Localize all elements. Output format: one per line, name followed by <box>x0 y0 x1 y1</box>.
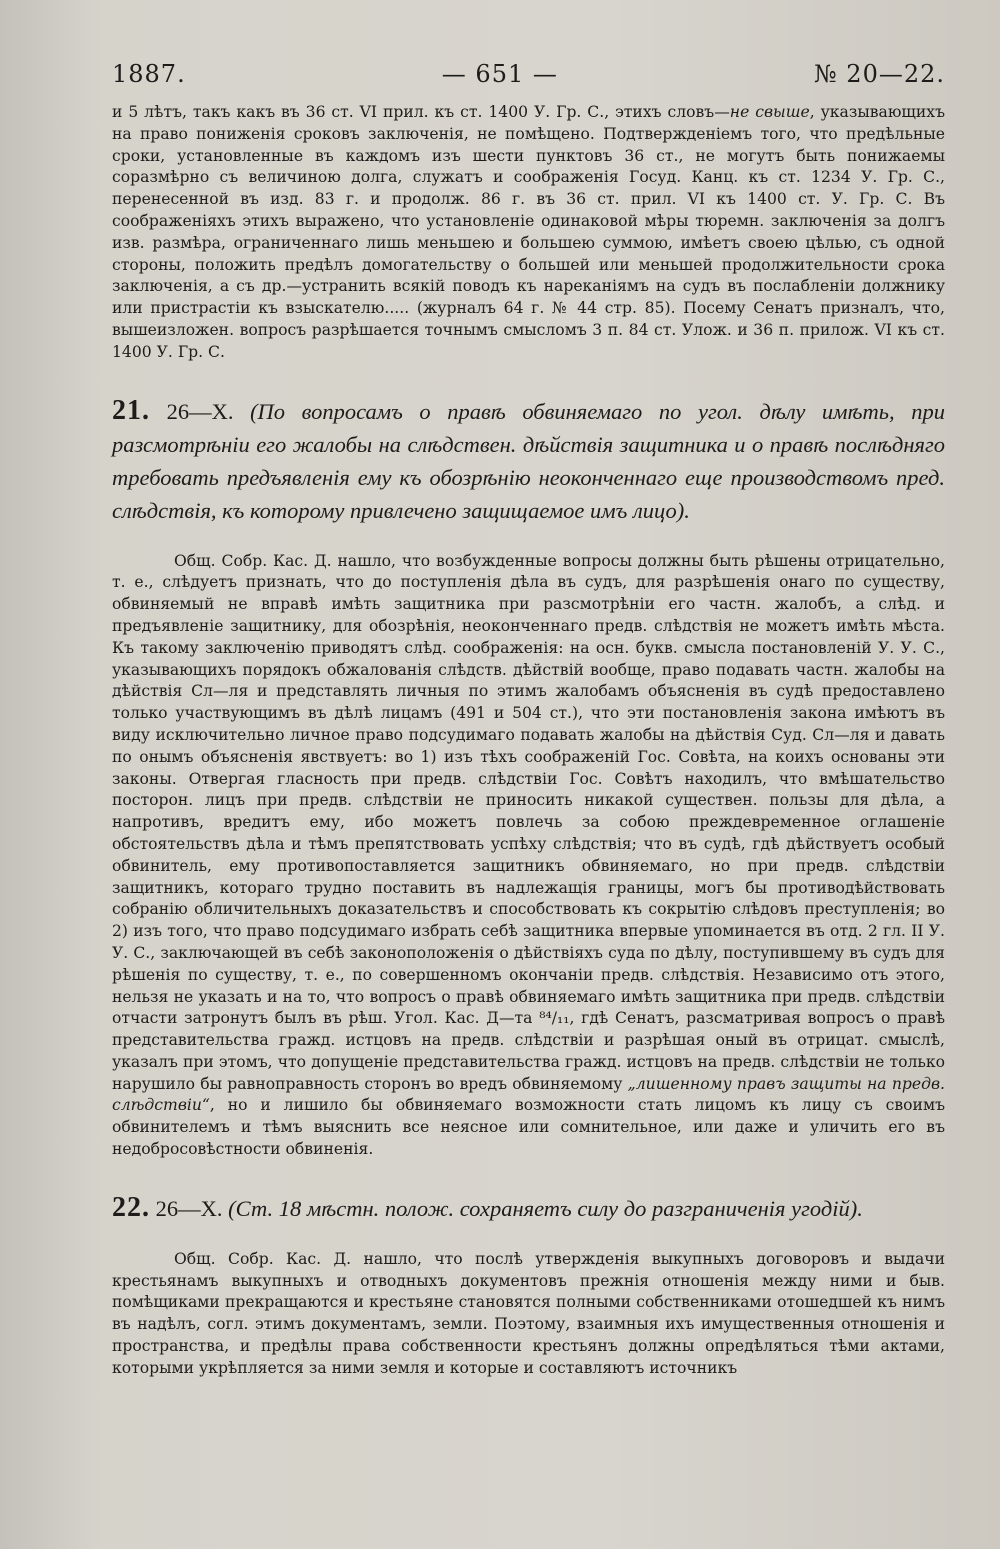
section-22-number: 22. <box>112 1191 150 1223</box>
section-21-title: (По вопросамъ о правѣ обвиняемаго по угол. дѣлу имѣть, при разсмотрѣніи его жалобы на слѣдствен. дѣйствія защитника и о правѣ послѣдняго требовать предъявленія ему къ обозрѣнію неоконченнаго еще производствомъ пред. слѣдствія, къ которому привлечено защищаемое имъ лицо). <box>112 398 946 523</box>
section-21-heading <box>112 394 945 527</box>
section-22-date: 26—X. <box>155 1195 223 1221</box>
section-21-body-quote: „лишенному правъ защиты на предв. слѣдствіи“ <box>112 1074 945 1115</box>
section-21-date: 26—X. <box>166 398 234 424</box>
header-issue-number: № 20—22. <box>813 60 945 88</box>
header-year: 1887. <box>112 60 186 88</box>
section-21-number: 21. <box>112 394 150 426</box>
intro-paragraph <box>112 102 945 364</box>
section-22-title: (Ст. 18 мѣстн. полож. сохраняетъ силу до разграниченія угодій). <box>228 1195 863 1221</box>
section-22-paragraph: Общ. Собр. Кас. Д. нашло, что послѣ утвержденія выкупныхъ договоровъ и выдачи крестьянамъ выкупныхъ и отводныхъ документовъ прежнія отношенія между ними и быв. помѣщиками прекращаются и крестьяне становятся полными собственниками отошедшей къ нимъ въ надѣлъ, согл. этимъ документамъ, земли. Поэтому, взаимныя ихъ имущественныя отношенія и пространства, и предѣлы права собственности крестьянъ должны опредѣляться тѣми актами, которыми укрѣпляется за ними земля и которые и составляютъ источникъ <box>112 1249 945 1377</box>
intro-text-rest: , указывающихъ на право пониженія сроковъ заключенія, не помѣщено. Подтвержденіемъ того, что предѣльные сроки, установленные въ каждомъ изъ шести пунктовъ 36 ст., не могутъ быть понижаемы соразмѣрно съ величиною долга, служатъ и соображенія Госуд. Канц. къ ст. 1234 У. Гр. С., перенесенной въ изд. 83 г. и продолж. 86 г. въ 36 ст. прил. VI къ 1400 ст. У. Гр. С. Въ соображеніяхъ этихъ выражено, что установленіе одинаковой мѣры тюремн. заключенія за долгъ изв. размѣра, ограниченнаго лишь меньшею и большею суммою, имѣетъ своею цѣлью, съ одной стороны, положить предѣлъ домогательству о большей или меньшей продолжительности срока заключенія, а съ др.—устранить всякій поводъ къ нареканіямъ на судъ въ послабленіи должнику или пристрастіи къ взыскателю..... (журналъ 64 г. № 44 стр. 85). Посему Сенатъ призналъ, что, вышеизложен. вопросъ разрѣшается точнымъ смысломъ 3 п. 84 ст. Улож. и 36 п. прилож. VI къ ст. 1400 У. Гр. С. <box>112 103 946 361</box>
section-22-body <box>112 1249 945 1380</box>
intro-italic-phrase: не свыше <box>729 103 810 121</box>
section-21-body-part1: Общ. Собр. Кас. Д. нашло, что возбужденные вопросы должны быть рѣшены отрицательно, т. е., слѣдуетъ признать, что до поступленія дѣла въ судъ, для разрѣшенія онаго по существу, обвиняемый не вправѣ имѣть защитника при разсмотрѣніи его частн. жалобъ, а слѣд. и предъявленіе защитнику, для обозрѣнія, неоконченнаго предв. слѣдствія не можетъ имѣть мѣста. Къ такому заключенію приводятъ слѣд. соображенія: на осн. букв. смысла постановленій У. У. С., указывающихъ порядокъ обжалованія слѣдств. дѣйствій вообще, право подавать частн. жалобы на дѣйствія Сл—ля и представлять личныя по этимъ жалобамъ объясненія въ судѣ предоставлено только участвующимъ въ дѣлѣ лицамъ (491 и 504 ст.), что эти постановленія закона имѣютъ въ виду исключительно личное право подсудимаго подавать жалобы на дѣйствія Суд. Сл—ля и давать по онымъ объясненія явствуетъ: во 1) изъ тѣхъ соображеній Гос. Совѣта, на коихъ основаны эти законы. Отвергая гласность при предв. слѣдствіи Гос. Совѣтъ находилъ, что вмѣшательство посторон. лицъ при предв. слѣдствіи не приносить никакой существен. пользы для дѣла, а напротивъ, вредитъ ему, ибо можетъ повлечь за собою преждевременное оглашеніе обстоятельствъ дѣла и тѣмъ препятствовать успѣху слѣдствія; что въ судѣ, гдѣ дѣйствуетъ особый обвинитель, ему противопоставляется защитникъ обвиняемаго, но при предв. слѣдствіи защитникъ, котораго трудно поставить въ надлежащія границы, могъ бы противодѣйствовать собранію обличительныхъ доказательствъ и способствовать къ сокрытію слѣдовъ преступленія; во 2) изъ того, что право подсудимаго избрать себѣ защитника впервые упоминается въ отд. 2 гл. II У. У. С., заключающей въ себѣ законоположенія о дѣйствіяхъ суда по дѣлу, поступившему въ судъ для рѣшенія по существу, т. е., по совершенномъ окончаніи предв. слѣдствія. Независимо отъ этого, нельзя не указать и на то, что вопросъ о правѣ обвиняемаго имѣть защитника при предв. слѣдствіи отчасти затронутъ былъ въ рѣш. Угол. Кас. Д—та ⁸⁴/₁₁, гдѣ Сенатъ, разсматривая вопросъ о правѣ представительства гражд. истцовъ на предв. слѣдствіи и разрѣшая оный въ отрицат. смыслѣ, указалъ при этомъ, что допущеніе представительства гражд. истцовъ на предв. слѣдствіи не только нарушило бы равноправность сторонъ во вредъ обвиняемому <box>112 551 945 1093</box>
header-page-number: — 651 — <box>441 60 558 88</box>
section-21-body <box>112 551 945 1161</box>
section-21-body-part2: , но и лишило бы обвиняемаго возможности стать лицомъ къ лицу съ своимъ обвинителемъ и тѣмъ выяснить все неясное или сомнительное, или даже и уличить его въ недобросовѣстности обвиненія. <box>112 1096 945 1159</box>
intro-text-start: и 5 лѣтъ, такъ какъ въ 36 ст. VI прил. къ ст. 1400 У. Гр. С., этихъ словъ— <box>112 103 730 121</box>
page-header <box>112 60 945 88</box>
section-22-heading <box>112 1191 945 1225</box>
